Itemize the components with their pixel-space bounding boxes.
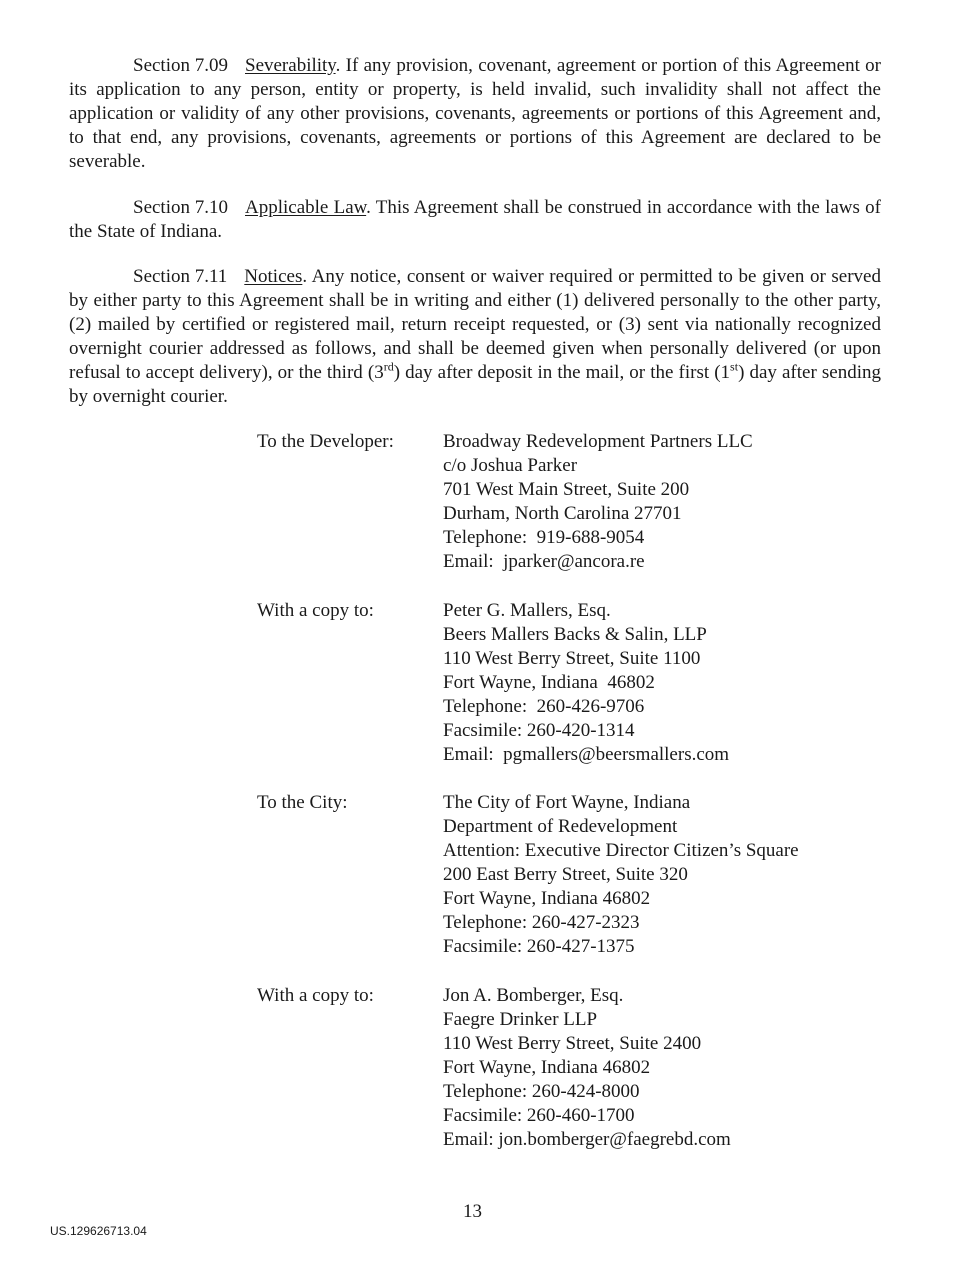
document-id-footer: US.129626713.04 [50, 1224, 147, 1238]
facsimile: Facsimile: 260-460-1700 [443, 1105, 635, 1126]
notice-label: To the Developer: [257, 431, 394, 452]
superscript-rd: rd [383, 359, 394, 374]
section-title: Notices [244, 266, 303, 287]
superscript-st: st [730, 359, 739, 374]
section-7-09-severability: Section 7.09 Severability. If any provision, covenant, agreement or portion of this Agreement or its application to any person, entity or property, is held invalid, such invalidity shall not affect the application or validity of any other provisions, covenants, agreements or portions of this Agreement and, to that end, any provisions, covenants, agreements or portions of this Agreement are declared to be severable. [69, 55, 881, 172]
telephone: Telephone: 260-426-9706 [443, 696, 645, 717]
section-body: If any provision, covenant, agreement or portion of this Agreement or its application to any person, entity or property, is held invalid, such invalidity shall not affect the application or validity of any other provisions, covenants, agreements or portions of this Agreement and, to that end, any provisions, covenants, agreements or portions of this Agreement are declared to be severable. [69, 55, 881, 172]
email-link[interactable]: Email: jon.bomberger@faegrebd.com [443, 1129, 731, 1150]
notice-address: The City of Fort Wayne, Indiana Department of Redevelopment Attention: Executive Director Citizen’s Square 200 East Berry Street, Suite 320 Fort Wayne, Indiana 46802 Telephone: 260-427-2323 Facsimile: 260-427-1375 [443, 792, 799, 957]
telephone: Telephone: 260-424-8000 [443, 1081, 640, 1102]
section-7-10-applicable-law: Section 7.10 Applicable Law. This Agreement shall be construed in accordance with the laws of the State of Indiana. [69, 197, 881, 242]
section-number: Section 7.10 [133, 197, 228, 218]
section-title: Severability [245, 55, 336, 76]
notice-address: Broadway Redevelopment Partners LLC c/o Joshua Parker 701 West Main Street, Suite 200 Durham, North Carolina 27701 Telephone: 919-688-9054 Email: jparker@ancora.re [443, 431, 753, 572]
email-link[interactable]: Email: pgmallers@beersmallers.com [443, 744, 730, 765]
page-number: 13 [463, 1201, 482, 1222]
section-body: Any notice, consent or waiver required or permitted to be given or served by either party to this Agreement shall be in writing and either (1) delivered personally to the other party, (2) mailed by certified or registered mail, return receipt requested, or (3) sent via nationally recognized overnight courier addressed as follows, and shall be deemed given when personally delivered (or upon refusal to accept delivery), or the third (3 [69, 266, 881, 383]
notice-label: With a copy to: [257, 600, 374, 621]
facsimile: Facsimile: 260-420-1314 [443, 720, 635, 741]
facsimile: Facsimile: 260-427-1375 [443, 936, 635, 957]
section-7-11-notices: Section 7.11 Notices. Any notice, consent or waiver required or permitted to be given or served by either party to this Agreement shall be in writing and either (1) delivered personally to the other party, (2) mailed by certified or registered mail, return receipt requested, or (3) sent via nationally recognized overnight courier addressed as follows, and shall be deemed given when personally delivered (or upon refusal to accept delivery), or the third (3rd) day after deposit in the mail, or the first (1st) day after sending by overnight courier. [69, 266, 881, 407]
telephone: Telephone: 260-427-2323 [443, 912, 640, 933]
section-title: Applicable Law [245, 197, 367, 218]
section-body: This Agreement shall be construed in accordance with the laws of the State of Indiana. [69, 197, 881, 242]
notice-label: To the City: [257, 792, 348, 813]
telephone: Telephone: 919-688-9054 [443, 527, 645, 548]
notice-address: Jon A. Bomberger, Esq. Faegre Drinker LLP 110 West Berry Street, Suite 2400 Fort Wayne, Indiana 46802 Telephone: 260-424-8000 Facsimile: 260-460-1700 Email: jon.bomberger@faegrebd.com [443, 985, 731, 1150]
section-number: Section 7.11 [133, 266, 228, 287]
email-link[interactable]: Email: jparker@ancora.re [443, 551, 645, 572]
notice-address: Peter G. Mallers, Esq. Beers Mallers Backs & Salin, LLP 110 West Berry Street, Suite 1100 Fort Wayne, Indiana 46802 Telephone: 260-426-9706 Facsimile: 260-420-1314 Email: pgmallers@beersmallers.com [443, 600, 730, 765]
section-number: Section 7.09 [133, 55, 228, 76]
notice-label: With a copy to: [257, 985, 374, 1006]
